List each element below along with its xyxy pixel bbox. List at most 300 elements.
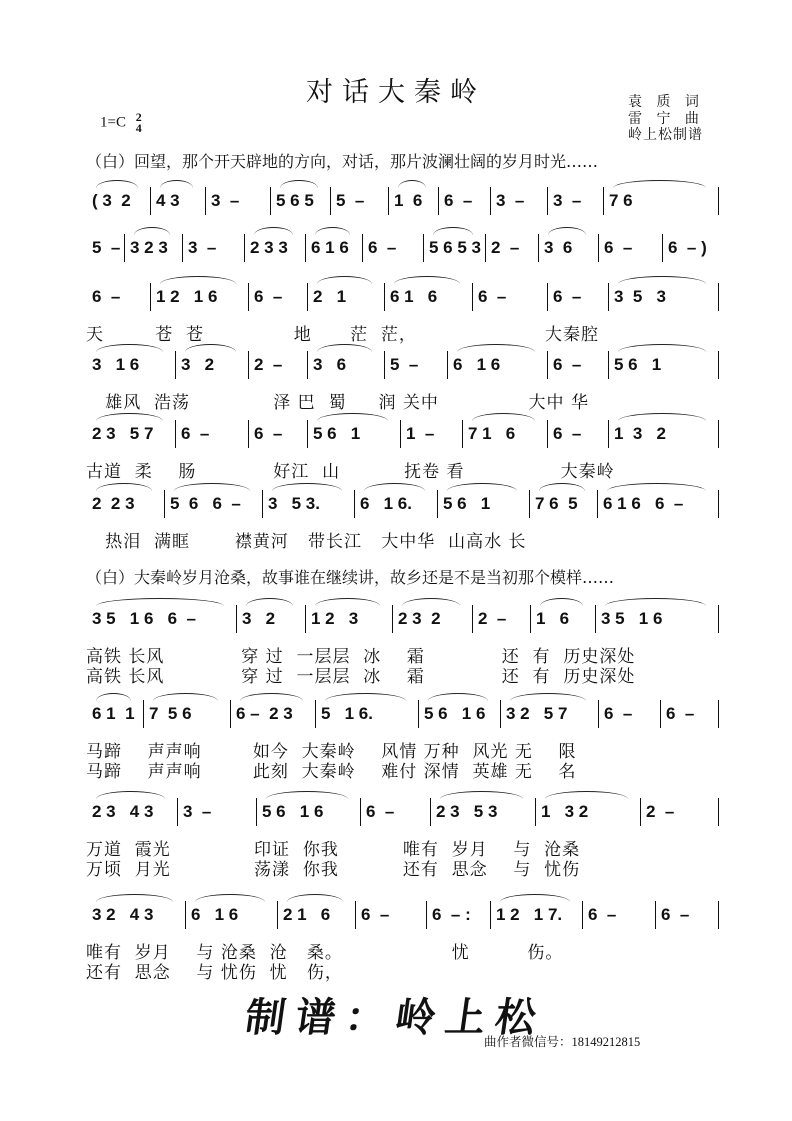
measure: [156, 184, 201, 218]
measure-notes: 6 –: [661, 905, 690, 924]
narration-1: （白）回望，那个开天辟地的方向，对话，那片波澜壮阔的岁月时光……: [86, 152, 599, 171]
measure-notes: 6 1 6: [311, 238, 349, 257]
bar-line: [430, 798, 431, 826]
bar-line: [277, 901, 278, 929]
measure-notes: 6 – :: [432, 905, 471, 924]
measure: [553, 280, 604, 314]
measure: [535, 487, 593, 521]
lyric-line: 热泪 满眶 襟黄河 带长江 大中华 山高水 长: [86, 532, 527, 552]
bar-line: [718, 420, 719, 448]
measure-notes: 3 2 5 7: [506, 704, 568, 723]
measure: [390, 280, 468, 314]
bar-line: [437, 490, 438, 518]
measure-notes: 1 6: [394, 191, 423, 210]
slur-mark: [618, 344, 706, 352]
slur-mark: [96, 791, 165, 799]
slur-mark: [457, 344, 535, 352]
measure: [242, 602, 301, 636]
bar-line: [423, 234, 424, 262]
bar-line: [143, 700, 144, 728]
measure: [92, 184, 146, 218]
measure: [443, 487, 525, 521]
slur-mark: [472, 413, 535, 421]
bar-line: [718, 351, 719, 379]
bar-line: [603, 187, 604, 215]
measure-notes: 6 –: [254, 424, 283, 443]
notation-row: [86, 602, 720, 636]
measure: [541, 795, 636, 829]
bar-line: [535, 798, 536, 826]
measure: [321, 697, 414, 731]
bar-line: [150, 283, 151, 311]
bar-line: [305, 605, 306, 633]
notation-row: [86, 487, 720, 521]
bar-line: [330, 187, 331, 215]
measure: [92, 487, 160, 521]
measure: [276, 184, 326, 218]
measure-notes: 3 –: [553, 191, 582, 210]
measure-notes: 3 –: [188, 238, 217, 257]
measure-notes: 5 6 1 6: [424, 704, 486, 723]
slur-mark: [174, 483, 250, 491]
measure-notes: 2 1: [313, 287, 347, 306]
bar-line: [236, 605, 237, 633]
slur-mark: [402, 598, 460, 606]
measure: [92, 602, 232, 636]
bar-line: [472, 283, 473, 311]
bar-line: [718, 798, 719, 826]
measure-notes: 3 –: [211, 191, 240, 210]
measure-notes: 1 2 1 6: [156, 287, 218, 306]
bar-line: [175, 420, 176, 448]
measure-notes: 1 3 2: [614, 424, 666, 443]
bar-line: [660, 700, 661, 728]
slur-mark: [266, 791, 348, 799]
measure-notes: 5 6 1: [313, 424, 361, 443]
lyric-line: 高铁 长风 穿 过 一层层 冰 霜 还 有 历史深处: [86, 647, 636, 667]
measure: [536, 602, 591, 636]
measure: [92, 348, 171, 382]
key-label: 1=C: [100, 114, 126, 131]
bar-line: [175, 351, 176, 379]
bar-line: [388, 187, 389, 215]
notation-row: [86, 417, 720, 451]
measure: [604, 697, 656, 731]
measure: [92, 417, 171, 451]
slur-mark: [246, 598, 293, 606]
key-signature: [100, 112, 142, 134]
measure: [149, 697, 226, 731]
measure-notes: 5 6 1: [443, 494, 491, 513]
bar-line: [718, 605, 719, 633]
bar-line: [426, 901, 427, 929]
measure: [360, 487, 433, 521]
slur-mark: [185, 344, 236, 352]
measure: [444, 184, 486, 218]
bar-line: [384, 351, 385, 379]
bar-line: [582, 901, 583, 929]
measure-notes: 6 1 1: [92, 704, 135, 723]
slur-mark: [96, 894, 173, 902]
bar-line: [595, 605, 596, 633]
measure-notes: 1 3 2: [541, 802, 589, 821]
slur-mark: [134, 227, 170, 235]
measure: [506, 697, 594, 731]
bar-line: [230, 700, 231, 728]
bar-line: [718, 700, 719, 728]
measure: [170, 487, 258, 521]
bar-line: [608, 351, 609, 379]
slur-mark: [160, 180, 193, 188]
bar-line: [354, 490, 355, 518]
measure-notes: 2 3 3: [250, 238, 288, 257]
slur-mark: [280, 180, 318, 188]
measure-notes: 2 –: [491, 238, 520, 257]
bar-line: [597, 490, 598, 518]
measure: [92, 795, 173, 829]
measure-notes: 2 –: [254, 355, 283, 374]
measure-notes: 6 –: [604, 704, 633, 723]
bar-line: [205, 187, 206, 215]
measure: [588, 898, 651, 932]
bar-line: [529, 490, 530, 518]
measure-notes: 3 2: [242, 609, 276, 628]
measure: [666, 697, 714, 731]
lyric-line: 雄风 浩荡 泽 巴 蜀 润 关中 大中 华: [86, 393, 589, 413]
bar-line: [248, 351, 249, 379]
bar-line: [718, 187, 719, 215]
measure-notes: 6 – ): [668, 238, 707, 257]
measure-notes: 5 –: [390, 355, 419, 374]
measure-notes: 1 –: [406, 424, 435, 443]
measure-notes: 5 6 5: [276, 191, 314, 210]
measure-notes: 6 1 6: [390, 287, 438, 306]
measure: [491, 231, 534, 265]
notation-row: [86, 184, 720, 218]
measure-notes: 5 1 6.: [321, 704, 373, 723]
composer-wechat: 曲作者微信号：18149212815: [484, 1035, 641, 1049]
bar-line: [547, 420, 548, 448]
measure: [432, 898, 486, 932]
measure: [336, 184, 384, 218]
measure: [601, 602, 714, 636]
measure: [183, 795, 252, 829]
bar-line: [307, 283, 308, 311]
bar-line: [485, 234, 486, 262]
slur-mark: [195, 894, 265, 902]
measure: [614, 348, 714, 382]
measure: [254, 348, 303, 382]
measure-notes: 2 –: [478, 609, 507, 628]
measure-notes: 5 6 1: [614, 355, 662, 374]
measure-notes: 2 2 3: [92, 494, 135, 513]
measure: [398, 602, 468, 636]
lyric-line: 高铁 长风 穿 过 一层层 冰 霜 还 有 历史深处: [86, 667, 636, 687]
measure: [313, 280, 380, 314]
slur-mark: [96, 413, 163, 421]
bar-line: [718, 490, 719, 518]
measure-notes: 6 1 6: [453, 355, 501, 374]
measure: [92, 280, 146, 314]
measure: [604, 231, 658, 265]
bar-line: [185, 901, 186, 929]
measure-notes: 5 6 6 –: [170, 494, 241, 513]
lyric-line: 万道 霞光 印证 你我 唯有 岁月 与 沧桑: [86, 840, 581, 860]
measure-notes: 2 1 6: [283, 905, 331, 924]
bar-line: [662, 234, 663, 262]
measure-notes: 3 –: [183, 802, 212, 821]
narration-2: （白）大秦岭岁月沧桑，故事谁在继续讲，故乡还是不是当初那个模样……: [86, 568, 615, 587]
measure: [544, 231, 594, 265]
measure: [181, 417, 244, 451]
slur-mark: [240, 693, 303, 701]
measure: [250, 231, 301, 265]
lyric-line: 马蹄 声声响 此刻 大秦岭 难付 深情 英雄 无 名: [86, 762, 577, 782]
bar-line: [362, 234, 363, 262]
slur-mark: [394, 276, 460, 284]
lyric-line: 天 苍 苍 地 茫 茫， 大秦腔: [86, 325, 599, 345]
measure: [313, 348, 380, 382]
slur-mark: [545, 791, 628, 799]
measure-notes: 7 6: [609, 191, 633, 210]
bar-line: [248, 420, 249, 448]
lyric-line: 古道 柔 肠 好江 山 抚卷 看 大秦岭: [86, 462, 615, 482]
slur-mark: [96, 693, 131, 701]
measure-notes: 6 –: [444, 191, 473, 210]
notation-row: [86, 280, 720, 314]
measure: [390, 348, 443, 382]
lyric-line: 还有 思念 与 忧伤 忧 伤，: [86, 963, 343, 983]
slur-mark: [272, 483, 342, 491]
measure: [661, 898, 714, 932]
credit-composer: 雷 宁 曲: [628, 111, 704, 127]
measure-notes: 5 6 1 6: [262, 802, 324, 821]
notation-row: [86, 697, 720, 731]
measure: [406, 417, 458, 451]
slur-mark: [153, 693, 218, 701]
notation-row: [86, 231, 720, 265]
bar-line: [262, 490, 263, 518]
bar-line: [655, 901, 656, 929]
bar-line: [608, 420, 609, 448]
measure: [191, 898, 273, 932]
measure: [478, 602, 526, 636]
slur-mark: [315, 227, 350, 235]
slur-mark: [96, 483, 152, 491]
notation-row: [86, 348, 720, 382]
bar-line: [490, 187, 491, 215]
lyric-line: 唯有 岁月 与 沧桑 沧 桑。 忧 伤。: [86, 943, 564, 963]
measure-notes: 5 –: [336, 191, 365, 210]
measure-notes: 6 –: [553, 424, 582, 443]
bar-line: [718, 283, 719, 311]
measure: [311, 231, 358, 265]
slur-mark: [96, 180, 138, 188]
measure-notes: 6 –: [366, 802, 395, 821]
measure-notes: 5 –: [92, 238, 121, 257]
slur-mark: [254, 227, 293, 235]
slur-mark: [96, 344, 163, 352]
lyric-line: 马蹄 声声响 如今 大秦岭 风情 万种 风光 无 限: [86, 742, 577, 762]
measure-notes: 6 –: [553, 287, 582, 306]
measure-notes: 1 2 1 7.: [496, 905, 563, 924]
slur-mark: [428, 693, 488, 701]
measure-notes: 3 6: [544, 238, 573, 257]
measure: [553, 417, 604, 451]
bar-line: [124, 234, 125, 262]
bar-line: [598, 234, 599, 262]
time-top: 2: [135, 110, 142, 124]
bar-line: [182, 234, 183, 262]
measure: [156, 280, 244, 314]
measure-notes: 7 1 6: [468, 424, 516, 443]
bar-line: [500, 700, 501, 728]
measure: [188, 231, 240, 265]
bar-line: [547, 283, 548, 311]
measure-notes: 6 –: [666, 704, 695, 723]
measure: [366, 795, 426, 829]
slur-mark: [160, 276, 236, 284]
time-bottom: 4: [135, 121, 142, 135]
transcriber-signature: 制谱：岭上松: [242, 994, 549, 1041]
measure: [496, 898, 578, 932]
slur-mark: [500, 894, 570, 902]
measure-notes: 6 –: [181, 424, 210, 443]
bar-line: [164, 490, 165, 518]
measure: [236, 697, 311, 731]
measure-notes: 6 1 6 6 –: [603, 494, 684, 513]
slur-mark: [317, 413, 388, 421]
bar-line: [538, 234, 539, 262]
measure-notes: 2 3 2: [398, 609, 441, 628]
measure: [468, 417, 543, 451]
time-signature: [136, 112, 142, 134]
slur-mark: [364, 483, 425, 491]
measure: [614, 417, 714, 451]
measure-notes: 6 1 6: [191, 905, 239, 924]
measure: [553, 184, 599, 218]
measure-notes: 2 3 4 3: [92, 802, 154, 821]
slur-mark: [96, 598, 224, 606]
measure: [268, 487, 350, 521]
measure-notes: 2 –: [646, 802, 675, 821]
bar-line: [418, 700, 419, 728]
bar-line: [640, 798, 641, 826]
measure: [668, 231, 716, 265]
measure: [429, 231, 481, 265]
slur-mark: [325, 693, 406, 701]
slur-mark: [510, 693, 586, 701]
bar-line: [315, 700, 316, 728]
measure: [436, 795, 531, 829]
slur-mark: [618, 276, 706, 284]
measure: [262, 795, 356, 829]
bar-line: [305, 234, 306, 262]
measure: [646, 795, 714, 829]
measure-notes: 6 –: [254, 287, 283, 306]
measure-notes: 3 2 3: [130, 238, 168, 257]
measure-notes: 6 –: [478, 287, 507, 306]
slur-mark: [433, 227, 473, 235]
measure: [130, 231, 178, 265]
credit-transcriber: 岭上松制谱: [628, 127, 703, 143]
bar-line: [718, 901, 719, 929]
bar-line: [598, 700, 599, 728]
measure-notes: 6 –: [361, 905, 390, 924]
notation-row: [86, 795, 720, 829]
measure-notes: 1 6: [536, 609, 570, 628]
lyric-line: 万顷 月光 荡漾 你我 还有 思念 与 忧伤: [86, 860, 581, 880]
slur-mark: [287, 894, 343, 902]
bar-line: [307, 351, 308, 379]
measure-notes: 3 1 6: [92, 355, 140, 374]
bar-line: [547, 187, 548, 215]
measure: [313, 417, 396, 451]
measure: [283, 898, 351, 932]
measure-notes: 7 5 6: [149, 704, 192, 723]
measure: [361, 898, 422, 932]
bar-line: [392, 605, 393, 633]
measure-notes: 3 2: [181, 355, 215, 374]
measure: [603, 487, 714, 521]
measure: [609, 184, 714, 218]
measure: [92, 231, 120, 265]
song-title: 对话大秦岭: [306, 77, 486, 108]
measure: [496, 184, 543, 218]
measure-notes: ( 3 2: [92, 191, 131, 210]
bar-line: [384, 283, 385, 311]
measure: [553, 348, 604, 382]
slur-mark: [605, 598, 706, 606]
measure-notes: 6 –: [553, 355, 582, 374]
bar-line: [244, 234, 245, 262]
measure-notes: 3 2 4 3: [92, 905, 154, 924]
credit-lyricist: 袁 质 词: [628, 94, 704, 110]
slur-mark: [539, 483, 585, 491]
slur-mark: [540, 598, 583, 606]
bar-line: [256, 798, 257, 826]
bar-line: [472, 605, 473, 633]
measure-notes: 1 2 3: [311, 609, 359, 628]
measure-notes: 6 –: [92, 287, 121, 306]
measure-notes: 5 6 5 3: [429, 238, 481, 257]
slur-mark: [447, 483, 517, 491]
bar-line: [248, 283, 249, 311]
measure: [478, 280, 543, 314]
measure-notes: 6 1 6.: [360, 494, 412, 513]
measure-notes: 6 – 2 3: [236, 704, 293, 723]
measure: [92, 898, 181, 932]
bar-line: [462, 420, 463, 448]
bar-line: [608, 283, 609, 311]
bar-line: [360, 798, 361, 826]
measure: [453, 348, 543, 382]
measure-notes: 4 3: [156, 191, 180, 210]
measure-notes: 3 5 1 6: [601, 609, 663, 628]
measure-notes: 3 5 3.: [268, 494, 320, 513]
bar-line: [270, 187, 271, 215]
measure-notes: 6 –: [368, 238, 397, 257]
slur-mark: [398, 180, 426, 188]
measure: [92, 697, 139, 731]
slur-mark: [607, 483, 706, 491]
measure-notes: 3 5 3: [614, 287, 666, 306]
measure-notes: 2 3 5 7: [92, 424, 154, 443]
bar-line: [438, 187, 439, 215]
slur-mark: [315, 598, 380, 606]
measure: [211, 184, 266, 218]
measure-notes: 6 –: [604, 238, 633, 257]
